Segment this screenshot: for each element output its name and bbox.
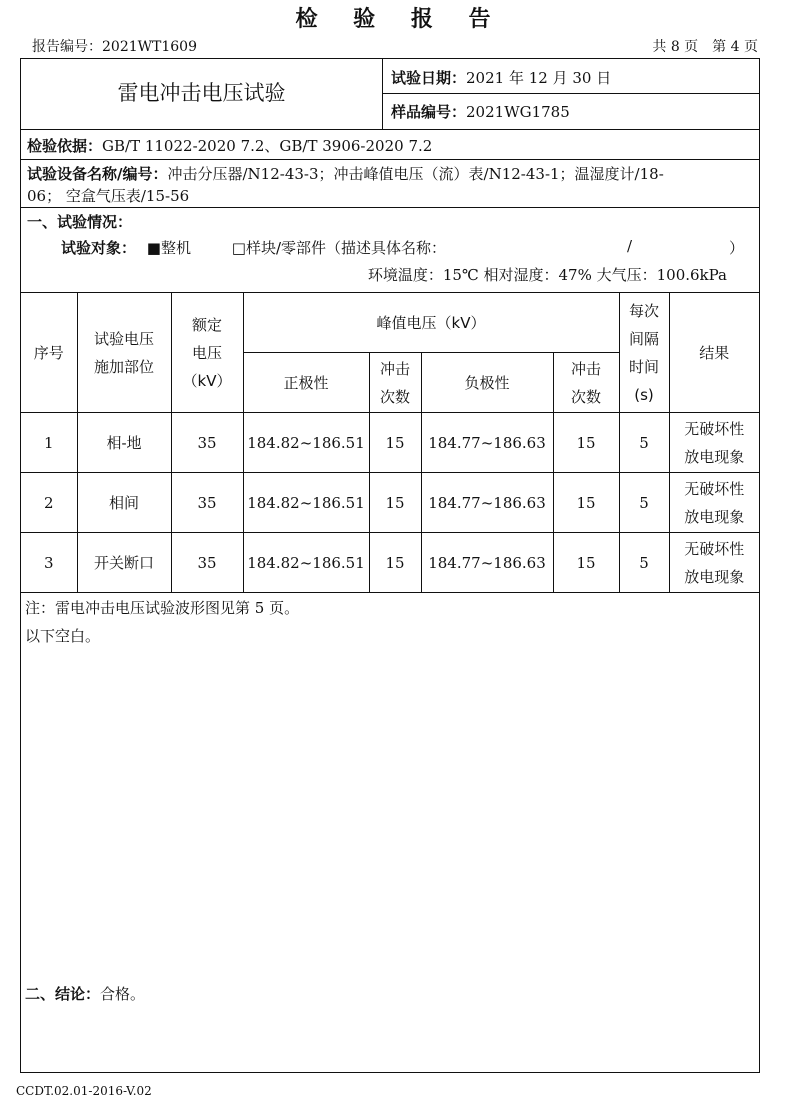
cell-rated: 35: [171, 473, 243, 533]
header-positive-count: [369, 353, 421, 413]
equipment-line-1: 冲击分压器/N12-43-3；冲击峰值电压（流）表/N12-43-1；温湿度计/18-: [167, 165, 664, 183]
cell-negative-count: 15: [553, 473, 619, 533]
cell-result: [669, 533, 759, 593]
header-seq: 序号: [21, 293, 77, 413]
equipment-row: [27, 163, 664, 184]
header-negative-count: [553, 353, 619, 413]
cell-interval: 5: [619, 413, 669, 473]
line-after-header: [21, 129, 759, 130]
conclusion: 合格。: [100, 985, 146, 1003]
cell-negative: 184.77~186.63: [421, 413, 553, 473]
test-date-label: 试验日期：: [391, 69, 467, 87]
header-count-line-1: 冲击: [379, 359, 410, 378]
header-rated-line-1: 额定: [191, 315, 222, 334]
waveform-note: 注：雷电冲击电压试验波形图见第 5 页。: [25, 599, 300, 617]
test-date-row: [391, 67, 611, 88]
section-1-heading: 一、试验情况：: [27, 213, 133, 231]
basis-label: 检验依据：: [27, 137, 103, 155]
cell-rated: 35: [171, 413, 243, 473]
header-result: 结果: [669, 293, 759, 413]
cell-positive-count: 15: [369, 533, 421, 593]
header-rated-line-2: 电压: [191, 343, 222, 362]
basis-row: [27, 135, 432, 156]
page-info: 共 8 页 第 4 页: [652, 39, 758, 55]
document-title: 检 验 报 告: [295, 6, 505, 32]
option-whole-machine: ■整机: [146, 239, 191, 257]
header-positive: 正极性: [243, 353, 369, 413]
header-mid-line: [382, 93, 759, 94]
report-frame: [20, 58, 760, 1073]
header-count-line-1: 冲击: [571, 359, 602, 378]
cell-location: 相-地: [77, 413, 171, 473]
cell-positive: 184.82~186.51: [243, 533, 369, 593]
header-interval-line-3: 时间: [629, 357, 660, 376]
header-location-line-1: 试验电压: [93, 329, 154, 348]
cell-result: [669, 413, 759, 473]
conclusion-row: [25, 983, 145, 1004]
header-count-line-2: 次数: [379, 387, 410, 406]
cell-negative: 184.77~186.63: [421, 533, 553, 593]
option-part-close: ）: [729, 239, 745, 257]
test-name: 雷电冲击电压试验: [117, 81, 286, 105]
cell-seq: 2: [21, 473, 77, 533]
cell-result-line-2: 放电现象: [684, 567, 745, 586]
cell-seq: 3: [21, 533, 77, 593]
cell-seq: 1: [21, 413, 77, 473]
report-number: 报告编号：2021WT1609: [32, 39, 197, 55]
basis: GB/T 11022-2020 7.2、GB/T 3906-2020 7.2: [102, 137, 433, 155]
cell-positive-count: 15: [369, 473, 421, 533]
sample-no: 2021WG1785: [466, 103, 570, 121]
cell-negative-count: 15: [553, 413, 619, 473]
cell-location: 开关断口: [77, 533, 171, 593]
header-interval-line-1: 每次: [629, 301, 660, 320]
cell-positive-count: 15: [369, 413, 421, 473]
cell-result-line-1: 无破坏性: [684, 539, 745, 558]
equipment-label: 试验设备名称/编号：: [27, 165, 168, 183]
table-row: [21, 413, 759, 473]
option-sample-part: □样块/零部件（描述具体名称：: [231, 239, 446, 257]
blank-below-note: 以下空白。: [25, 627, 101, 645]
cell-location: 相间: [77, 473, 171, 533]
test-date: 2021 年 12 月 30 日: [466, 69, 612, 87]
header-peak-voltage: 峰值电压（kV）: [243, 293, 619, 353]
cell-result: [669, 473, 759, 533]
header-location: [77, 293, 171, 413]
object-row: [61, 237, 446, 258]
cell-interval: 5: [619, 533, 669, 593]
cell-rated: 35: [171, 533, 243, 593]
line-after-basis: [21, 159, 759, 160]
cell-negative: 184.77~186.63: [421, 473, 553, 533]
conclusion-label: 二、结论：: [25, 985, 101, 1003]
header-rated-line-3: （kV）: [182, 371, 232, 390]
header-interval: [619, 293, 669, 413]
test-results-table: [21, 292, 759, 593]
cell-positive: 184.82~186.51: [243, 473, 369, 533]
form-code: CCDT.02.01-2016-V.02: [16, 1084, 152, 1098]
header-location-line-2: 施加部位: [93, 357, 154, 376]
sample-no-row: [391, 101, 570, 122]
table-row: [21, 533, 759, 593]
line-after-equipment: [21, 207, 759, 208]
cell-result-line-2: 放电现象: [684, 507, 745, 526]
header-divider: [382, 59, 383, 129]
header-interval-line-4: (s): [634, 385, 654, 404]
cell-interval: 5: [619, 473, 669, 533]
cell-result-line-1: 无破坏性: [684, 419, 745, 438]
object-label: 试验对象：: [61, 239, 137, 257]
environment-conditions: 环境温度：15℃ 相对湿度：47% 大气压：100.6kPa: [367, 266, 727, 284]
header-count-line-2: 次数: [571, 387, 602, 406]
cell-negative-count: 15: [553, 533, 619, 593]
table-row: [21, 473, 759, 533]
sample-no-label: 样品编号：: [391, 103, 467, 121]
equipment-line-2: 06； 空盒气压表/15-56: [27, 187, 190, 205]
header-rated-voltage: [171, 293, 243, 413]
cell-result-line-2: 放电现象: [684, 447, 745, 466]
header-negative: 负极性: [421, 353, 553, 413]
cell-result-line-1: 无破坏性: [684, 479, 745, 498]
cell-positive: 184.82~186.51: [243, 413, 369, 473]
header-interval-line-2: 间隔: [629, 329, 660, 348]
option-part-slash: /: [627, 237, 633, 255]
